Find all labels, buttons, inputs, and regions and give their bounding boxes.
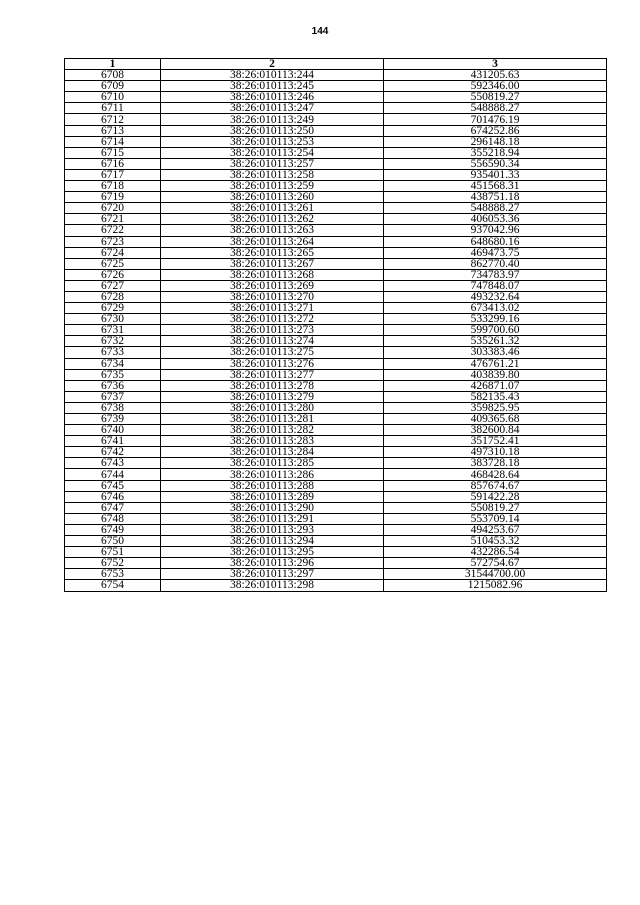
table-row xyxy=(65,280,607,291)
value-cell: 592346.00 xyxy=(384,81,607,92)
value-cell: 351752.41 xyxy=(384,436,607,447)
value-cell: 553709.14 xyxy=(384,513,607,524)
table-row xyxy=(65,81,607,92)
value-cell: 550819.27 xyxy=(384,92,607,103)
row-number-cell: 6722 xyxy=(65,225,161,236)
table-row xyxy=(65,524,607,535)
table-row xyxy=(65,70,607,81)
cadastral-number-cell: 38:26:010113:245 xyxy=(161,81,384,92)
cadastral-number-cell: 38:26:010113:262 xyxy=(161,214,384,225)
table-row xyxy=(65,225,607,236)
cadastral-number-cell: 38:26:010113:249 xyxy=(161,114,384,125)
cadastral-number-cell: 38:26:010113:283 xyxy=(161,436,384,447)
cadastral-number-cell: 38:26:010113:288 xyxy=(161,480,384,491)
value-cell: 359825.95 xyxy=(384,402,607,413)
value-cell: 31544700.00 xyxy=(384,569,607,580)
value-cell: 857674.67 xyxy=(384,480,607,491)
cadastral-number-cell: 38:26:010113:293 xyxy=(161,524,384,535)
table-row xyxy=(65,336,607,347)
column-header-2: 2 xyxy=(161,59,384,70)
value-cell: 355218.94 xyxy=(384,147,607,158)
row-number-cell: 6711 xyxy=(65,103,161,114)
row-number-cell: 6748 xyxy=(65,513,161,524)
row-number-cell: 6716 xyxy=(65,158,161,169)
row-number-cell: 6718 xyxy=(65,181,161,192)
row-number-cell: 6745 xyxy=(65,480,161,491)
cadastral-number-cell: 38:26:010113:279 xyxy=(161,391,384,402)
table-row xyxy=(65,436,607,447)
row-number-cell: 6713 xyxy=(65,125,161,136)
cadastral-number-cell: 38:26:010113:246 xyxy=(161,92,384,103)
cadastral-number-cell: 38:26:010113:263 xyxy=(161,225,384,236)
row-number-cell: 6734 xyxy=(65,358,161,369)
value-cell: 403839.80 xyxy=(384,369,607,380)
page-number: 144 xyxy=(311,26,329,37)
row-number-cell: 6721 xyxy=(65,214,161,225)
row-number-cell: 6715 xyxy=(65,147,161,158)
table-row xyxy=(65,203,607,214)
cadastral-number-cell: 38:26:010113:291 xyxy=(161,513,384,524)
value-cell: 494253.67 xyxy=(384,524,607,535)
value-cell: 296148.18 xyxy=(384,136,607,147)
table-row xyxy=(65,547,607,558)
row-number-cell: 6725 xyxy=(65,258,161,269)
cadastral-number-cell: 38:26:010113:281 xyxy=(161,414,384,425)
row-number-cell: 6728 xyxy=(65,291,161,302)
value-cell: 382600.84 xyxy=(384,425,607,436)
cadastral-number-cell: 38:26:010113:298 xyxy=(161,580,384,591)
table-row xyxy=(65,447,607,458)
table-row xyxy=(65,303,607,314)
row-number-cell: 6744 xyxy=(65,469,161,480)
table-row xyxy=(65,236,607,247)
row-number-cell: 6754 xyxy=(65,580,161,591)
cadastral-number-cell: 38:26:010113:284 xyxy=(161,447,384,458)
row-number-cell: 6753 xyxy=(65,569,161,580)
row-number-cell: 6736 xyxy=(65,380,161,391)
row-number-cell: 6740 xyxy=(65,425,161,436)
table-row xyxy=(65,480,607,491)
row-number-cell: 6743 xyxy=(65,458,161,469)
row-number-cell: 6714 xyxy=(65,136,161,147)
value-cell: 591422.28 xyxy=(384,491,607,502)
value-cell: 673413.02 xyxy=(384,303,607,314)
value-cell: 497310.18 xyxy=(384,447,607,458)
table-row xyxy=(65,458,607,469)
value-cell: 548888.27 xyxy=(384,103,607,114)
value-cell: 747848.07 xyxy=(384,280,607,291)
cadastral-number-cell: 38:26:010113:259 xyxy=(161,181,384,192)
value-cell: 734783.97 xyxy=(384,269,607,280)
table-row xyxy=(65,158,607,169)
table-row xyxy=(65,558,607,569)
row-number-cell: 6731 xyxy=(65,325,161,336)
column-header-1: 1 xyxy=(65,59,161,70)
value-cell: 469473.75 xyxy=(384,247,607,258)
table-row xyxy=(65,402,607,413)
value-cell: 572754.67 xyxy=(384,558,607,569)
table-row xyxy=(65,380,607,391)
cadastral-number-cell: 38:26:010113:267 xyxy=(161,258,384,269)
cadastral-number-cell: 38:26:010113:289 xyxy=(161,491,384,502)
cadastral-number-cell: 38:26:010113:271 xyxy=(161,303,384,314)
row-number-cell: 6738 xyxy=(65,402,161,413)
row-number-cell: 6752 xyxy=(65,558,161,569)
value-cell: 1215082.96 xyxy=(384,580,607,591)
table-row xyxy=(65,147,607,158)
table-row xyxy=(65,469,607,480)
value-cell: 493232.64 xyxy=(384,291,607,302)
cadastral-number-cell: 38:26:010113:268 xyxy=(161,269,384,280)
table-row xyxy=(65,414,607,425)
cadastral-number-cell: 38:26:010113:296 xyxy=(161,558,384,569)
row-number-cell: 6741 xyxy=(65,436,161,447)
table-row xyxy=(65,314,607,325)
row-number-cell: 6747 xyxy=(65,502,161,513)
cadastral-number-cell: 38:26:010113:278 xyxy=(161,380,384,391)
cadastral-number-cell: 38:26:010113:294 xyxy=(161,536,384,547)
value-cell: 431205.63 xyxy=(384,70,607,81)
row-number-cell: 6739 xyxy=(65,414,161,425)
cadastral-number-cell: 38:26:010113:297 xyxy=(161,569,384,580)
cadastral-number-cell: 38:26:010113:261 xyxy=(161,203,384,214)
table-row xyxy=(65,269,607,280)
cadastral-number-cell: 38:26:010113:276 xyxy=(161,358,384,369)
value-cell: 426871.07 xyxy=(384,380,607,391)
row-number-cell: 6729 xyxy=(65,303,161,314)
row-number-cell: 6737 xyxy=(65,391,161,402)
table-row xyxy=(65,214,607,225)
row-number-cell: 6724 xyxy=(65,247,161,258)
row-number-cell: 6708 xyxy=(65,70,161,81)
table-row xyxy=(65,125,607,136)
cadastral-number-cell: 38:26:010113:272 xyxy=(161,314,384,325)
table-row xyxy=(65,114,607,125)
row-number-cell: 6732 xyxy=(65,336,161,347)
value-cell: 599700.60 xyxy=(384,325,607,336)
table-row xyxy=(65,491,607,502)
table-row xyxy=(65,425,607,436)
table-row xyxy=(65,513,607,524)
row-number-cell: 6710 xyxy=(65,92,161,103)
table-row xyxy=(65,291,607,302)
cadastral-number-cell: 38:26:010113:290 xyxy=(161,502,384,513)
value-cell: 476761.21 xyxy=(384,358,607,369)
table-row xyxy=(65,391,607,402)
value-cell: 432286.54 xyxy=(384,547,607,558)
table-body xyxy=(65,70,607,591)
value-cell: 383728.18 xyxy=(384,458,607,469)
row-number-cell: 6712 xyxy=(65,114,161,125)
value-cell: 303383.46 xyxy=(384,347,607,358)
row-number-cell: 6717 xyxy=(65,169,161,180)
table-row xyxy=(65,169,607,180)
cadastral-number-cell: 38:26:010113:270 xyxy=(161,291,384,302)
value-cell: 862770.40 xyxy=(384,258,607,269)
table-row xyxy=(65,136,607,147)
cadastral-number-cell: 38:26:010113:247 xyxy=(161,103,384,114)
registry-table xyxy=(64,58,607,592)
value-cell: 937042.96 xyxy=(384,225,607,236)
table-row xyxy=(65,192,607,203)
value-cell: 406053.36 xyxy=(384,214,607,225)
cadastral-number-cell: 38:26:010113:277 xyxy=(161,369,384,380)
cadastral-number-cell: 38:26:010113:269 xyxy=(161,280,384,291)
table-row xyxy=(65,258,607,269)
row-number-cell: 6726 xyxy=(65,269,161,280)
table-row xyxy=(65,369,607,380)
row-number-cell: 6719 xyxy=(65,192,161,203)
table-row xyxy=(65,502,607,513)
row-number-cell: 6727 xyxy=(65,280,161,291)
column-header-3: 3 xyxy=(384,59,607,70)
table-row xyxy=(65,580,607,591)
row-number-cell: 6746 xyxy=(65,491,161,502)
row-number-cell: 6733 xyxy=(65,347,161,358)
value-cell: 438751.18 xyxy=(384,192,607,203)
table-row xyxy=(65,325,607,336)
cadastral-number-cell: 38:26:010113:280 xyxy=(161,402,384,413)
value-cell: 674252.86 xyxy=(384,125,607,136)
value-cell: 550819.27 xyxy=(384,502,607,513)
cadastral-number-cell: 38:26:010113:254 xyxy=(161,147,384,158)
cadastral-number-cell: 38:26:010113:275 xyxy=(161,347,384,358)
cadastral-number-cell: 38:26:010113:250 xyxy=(161,125,384,136)
header-row xyxy=(65,59,607,70)
table-row xyxy=(65,536,607,547)
value-cell: 582135.43 xyxy=(384,391,607,402)
row-number-cell: 6751 xyxy=(65,547,161,558)
cadastral-number-cell: 38:26:010113:273 xyxy=(161,325,384,336)
cadastral-number-cell: 38:26:010113:244 xyxy=(161,70,384,81)
cadastral-number-cell: 38:26:010113:253 xyxy=(161,136,384,147)
value-cell: 701476.19 xyxy=(384,114,607,125)
row-number-cell: 6709 xyxy=(65,81,161,92)
table-row xyxy=(65,181,607,192)
row-number-cell: 6735 xyxy=(65,369,161,380)
cadastral-number-cell: 38:26:010113:265 xyxy=(161,247,384,258)
cadastral-number-cell: 38:26:010113:286 xyxy=(161,469,384,480)
cadastral-number-cell: 38:26:010113:274 xyxy=(161,336,384,347)
row-number-cell: 6720 xyxy=(65,203,161,214)
row-number-cell: 6750 xyxy=(65,536,161,547)
row-number-cell: 6749 xyxy=(65,524,161,535)
value-cell: 548888.27 xyxy=(384,203,607,214)
cadastral-number-cell: 38:26:010113:282 xyxy=(161,425,384,436)
value-cell: 451568.31 xyxy=(384,181,607,192)
value-cell: 648680.16 xyxy=(384,236,607,247)
value-cell: 935401.33 xyxy=(384,169,607,180)
table-row xyxy=(65,347,607,358)
table-row xyxy=(65,247,607,258)
cadastral-number-cell: 38:26:010113:285 xyxy=(161,458,384,469)
value-cell: 409365.68 xyxy=(384,414,607,425)
cadastral-number-cell: 38:26:010113:260 xyxy=(161,192,384,203)
row-number-cell: 6730 xyxy=(65,314,161,325)
table-row xyxy=(65,92,607,103)
cadastral-number-cell: 38:26:010113:264 xyxy=(161,236,384,247)
cadastral-number-cell: 38:26:010113:258 xyxy=(161,169,384,180)
value-cell: 468428.64 xyxy=(384,469,607,480)
cadastral-number-cell: 38:26:010113:295 xyxy=(161,547,384,558)
value-cell: 535261.32 xyxy=(384,336,607,347)
table-header xyxy=(65,59,607,70)
value-cell: 510453.32 xyxy=(384,536,607,547)
value-cell: 556590.34 xyxy=(384,158,607,169)
cadastral-number-cell: 38:26:010113:257 xyxy=(161,158,384,169)
table-row xyxy=(65,103,607,114)
value-cell: 533299.16 xyxy=(384,314,607,325)
table-row xyxy=(65,569,607,580)
row-number-cell: 6723 xyxy=(65,236,161,247)
row-number-cell: 6742 xyxy=(65,447,161,458)
table-row xyxy=(65,358,607,369)
